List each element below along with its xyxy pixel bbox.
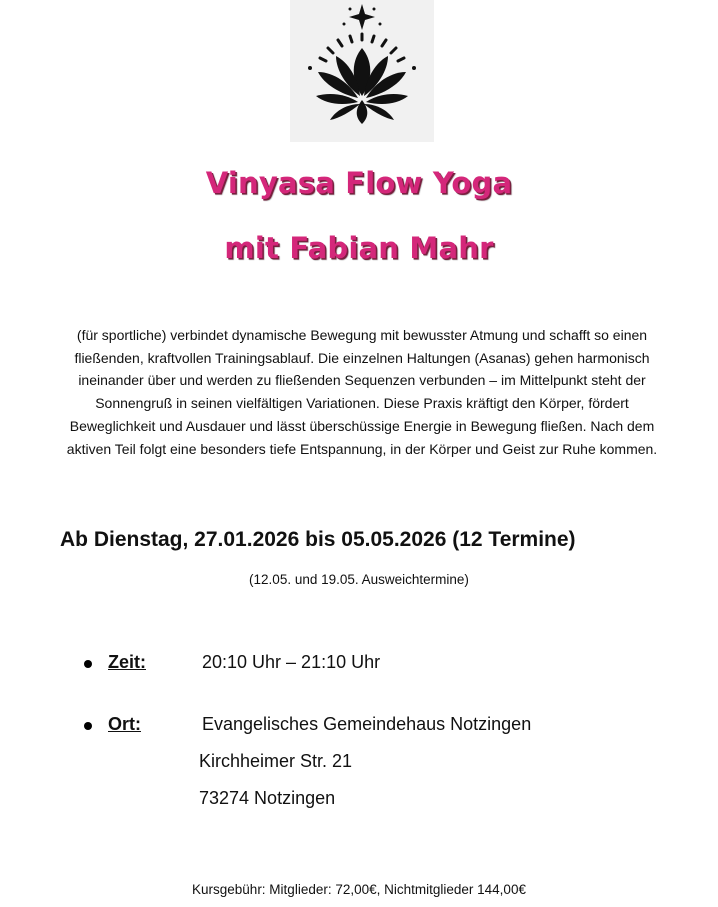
bullet-icon xyxy=(84,660,92,668)
title-line-2: mit Fabian Mahr xyxy=(224,231,494,265)
place-line-1: Evangelisches Gemeindehaus Notzingen xyxy=(202,714,532,734)
logo xyxy=(290,0,434,142)
bullet-icon xyxy=(84,722,92,730)
course-description: (für sportliche) verbindet dynamische Bewegung mit bewusster Atmung und schafft so einen fließenden, kraftvollen Trainingsablauf. Die einzelnen Haltungen (Asanas) gehen harmonisch ineinander über und werden zu fließenden Sequenzen verbunden – im Mittelpunkt steht der Sonnengruß in seinen vielfältigen Variationen. Diese Praxis kräftigt den Körper, fördert Beweglichkeit und Ausdauer und lässt überschüssige Energie in Bewegung fließen. Nach dem aktiven Teil folgt eine besonders tiefe Entspannung, in der Körper und Geist zur Ruhe kommen. xyxy=(66,327,658,457)
alternative-dates: (12.05. und 19.05. Ausweichtermine) xyxy=(249,572,469,587)
place-line-2: Kirchheimer Str. 21 xyxy=(199,751,353,771)
course-dates: Ab Dienstag, 27.01.2026 bis 05.05.2026 (12 Termine) xyxy=(60,528,576,551)
title-line-1: Vinyasa Flow Yoga xyxy=(205,166,513,200)
time-value: 20:10 Uhr – 21:10 Uhr xyxy=(202,652,381,672)
place-line-3: 73274 Notzingen xyxy=(199,788,336,808)
place-label: Ort: xyxy=(108,714,141,734)
time-label: Zeit: xyxy=(108,652,146,672)
course-fee: Kursgebühr: Mitglieder: 72,00€, Nichtmitglieder 144,00€ xyxy=(192,882,526,897)
lotus-icon xyxy=(290,0,434,142)
